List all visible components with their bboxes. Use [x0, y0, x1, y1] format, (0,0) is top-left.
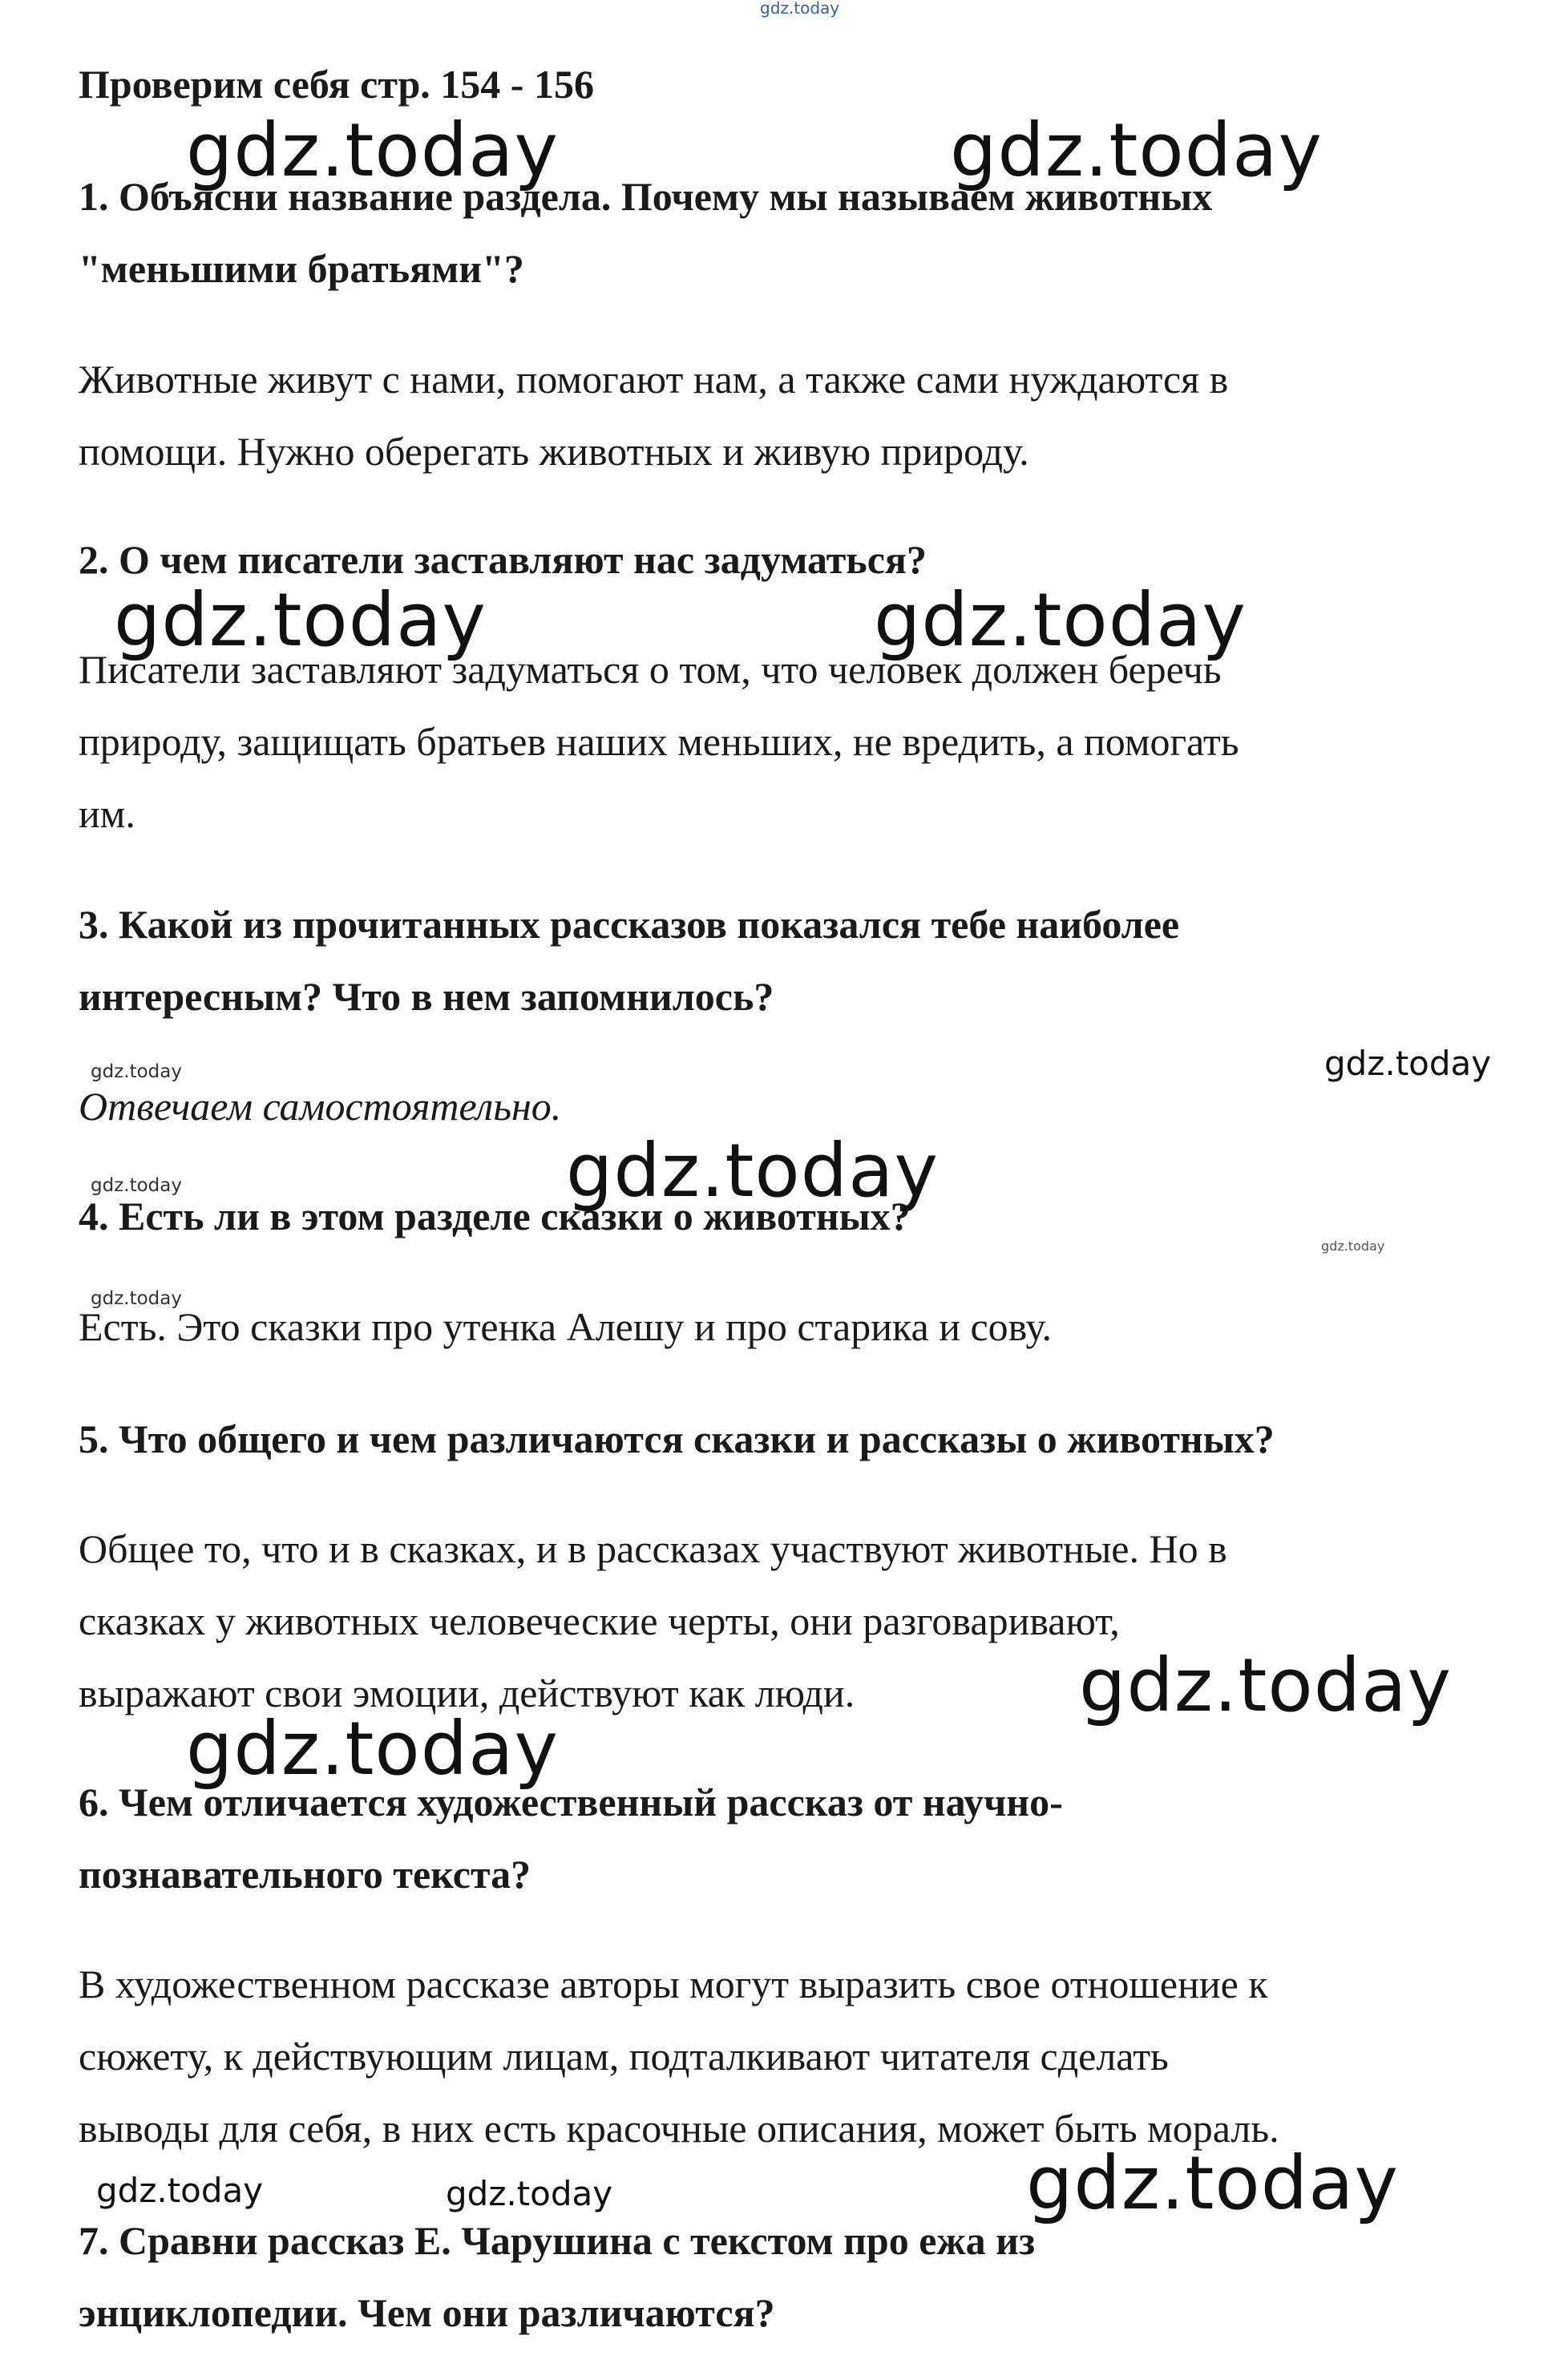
watermark: gdz.today — [91, 1288, 182, 1309]
question-3-line-1: 3. Какой из прочитанных рассказов показался тебе наиболее — [79, 902, 1180, 947]
answer-3-line-1: Отвечаем самостоятельно. — [79, 1084, 562, 1129]
watermark: gdz.today — [874, 577, 1247, 663]
question-4-line-1: 4. Есть ли в этом разделе сказки о животных? — [79, 1194, 911, 1238]
answer-4-line-1: Есть. Это сказки про утенка Алешу и про старика и сову. — [79, 1304, 1053, 1349]
watermark: gdz.today — [96, 2171, 264, 2210]
answer-1-line-2: помощи. Нужно оберегать животных и живую природу. — [79, 429, 1029, 474]
answer-6-line-2: сюжету, к действующим лицам, подталкивают читателя сделать — [79, 2034, 1169, 2079]
watermark: gdz.today — [186, 107, 559, 193]
watermark: gdz.today — [91, 1061, 182, 1082]
watermark: gdz.today — [446, 2174, 613, 2213]
question-5-line-1: 5. Что общего и чем различаются сказки и рассказы о животных? — [79, 1416, 1275, 1461]
answer-5-line-3: выражают свои эмоции, действуют как люди. — [79, 1671, 855, 1715]
answer-5-line-1: Общее то, что и в сказках, и в рассказах участвуют животные. Но в — [79, 1526, 1227, 1571]
answer-2-line-1: Писатели заставляют задуматься о том, что человек должен беречь — [79, 647, 1222, 692]
page-title: Проверим себя стр. 154 - 156 — [79, 62, 594, 107]
watermark: gdz.today — [91, 1175, 182, 1196]
question-2-line-1: 2. О чем писатели заставляют нас задуматься? — [79, 537, 927, 582]
watermark: gdz.today — [1321, 1238, 1385, 1254]
question-7-line-2: энциклопедии. Чем они различаются? — [79, 2290, 775, 2335]
watermark: gdz.today — [1026, 2140, 1399, 2226]
question-3-line-2: интересным? Что в нем запомнилось? — [79, 974, 774, 1019]
question-6-line-1: 6. Чем отличается художественный рассказ от научно- — [79, 1780, 1063, 1824]
watermark: gdz.today — [760, 0, 840, 18]
watermark: gdz.today — [1079, 1643, 1452, 1728]
answer-2-line-3: им. — [79, 791, 135, 836]
watermark: gdz.today — [114, 577, 487, 663]
answer-6-line-3: выводы для себя, в них есть красочные описания, может быть мораль. — [79, 2106, 1279, 2151]
question-1-line-2: "меньшими братьями"? — [79, 246, 524, 291]
question-7-line-1: 7. Сравни рассказ Е. Чарушина с текстом про ежа из — [79, 2218, 1036, 2263]
answer-2-line-2: природу, защищать братьев наших меньших, не вредить, а помогать — [79, 719, 1239, 764]
watermark: gdz.today — [186, 1706, 559, 1792]
question-6-line-2: познавательного текста? — [79, 1852, 531, 1897]
answer-6-line-1: В художественном рассказе авторы могут выразить свое отношение к — [79, 1962, 1268, 2006]
question-1-line-1: 1. Объясни название раздела. Почему мы называем животных — [79, 174, 1213, 219]
answer-5-line-2: сказках у животных человеческие черты, они разговаривают, — [79, 1598, 1120, 1643]
watermark: gdz.today — [1324, 1044, 1492, 1083]
watermark: gdz.today — [950, 107, 1323, 193]
answer-1-line-1: Животные живут с нами, помогают нам, а также сами нуждаются в — [79, 357, 1229, 402]
watermark: gdz.today — [566, 1128, 939, 1214]
